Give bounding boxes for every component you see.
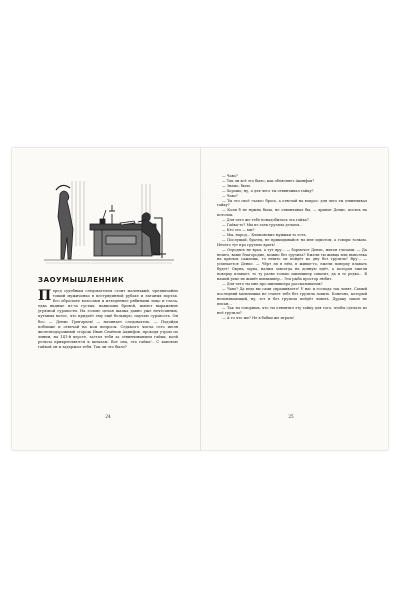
chapter-opening-text: еред судебным следователем стоит маленький, чрезвычайно тощий мужичонко в пестрядинной рубахе и латаных портах. Его обросшее волосами и изъеденное рябинами лицо и глаза, едва видные из-за густых, нависших бровей, имеют выражение угрюмой суровости. На голове целая шапка давно уже нечёсанных, путаных волос, что придаёт ему ещё большую, паучью суровость. Он бос. — Денис Григорьев! — начинает следователь. — Подойди поближе и отвечай на мои вопросы. Седьмого числа сего июля железнодорожный сторож Иван Семёнов Акинфов, проходя утром по линии, на 141-й версте, застал тебя за отвинчиванием гайки, коей рельсы прикрепляются к шпалам. Вот она, эта гайка!.. С каковою гайкой он и задержал тебя. Так ли это было? bbox=[38, 289, 178, 350]
dialogue-line: — Для чего же тебе понадобилась эта гайка? bbox=[222, 218, 309, 223]
dialogue-line: — А то что же? Не в бабки же играть! bbox=[222, 316, 295, 321]
drop-cap: П bbox=[38, 287, 52, 304]
right-page bbox=[201, 148, 388, 450]
chapter-title: ЗАОУМЫШЛЕННИК bbox=[38, 276, 125, 284]
dialogue-line: — Мы, народ... Климовские мужики то есть. bbox=[222, 232, 307, 237]
dialogue-line: — Отродясь не врал, а тут вру... — бормочет Денис, мигая глазами. — Да нешто, ваше благородие, можно без грузила? Ежели ты живца или выползка на крючок сажаешь, то нешто он пойдёт ко дну без грузила? Вру... — усмехается Денис. — Чёрт ли в нём, в живце-то, ежели поверху плавать будет! Окунь, щука, налим завсегда на донную идёт, а которая ежели поверху плавает, то ту разве только шилишпер схватит, да и то редко... В нашей реке не живёт шилишпер... Эта рыба простор любит. bbox=[217, 247, 367, 282]
dialogue-line: — Знамо, было. bbox=[222, 183, 252, 188]
dialogue-line: — Гайка-то? Мы из гаек грузила делаем... bbox=[222, 223, 303, 228]
dialogue-line: — Чаво? bbox=[222, 174, 238, 178]
chapter-body-text bbox=[38, 289, 178, 350]
dialogue-line: — Так ли всё это было, как объясняет Акинфов? bbox=[222, 178, 315, 183]
dialogue-line: — Чаво? bbox=[222, 193, 238, 198]
dialogue-line: — Чаво? Да ведь вы сами спрашиваете! У нас и господа так ловят. Самый последний мальчишка не станет тебе без грузила ловить. Конечно, который непонимающий, ну, тот и без грузила пойдёт ловить. Дураку закон не писан... bbox=[217, 286, 367, 306]
book-spread bbox=[12, 148, 388, 450]
dialogue-line: — Для чего ты мне про шилишпера рассказываешь? bbox=[222, 281, 323, 286]
left-page bbox=[12, 148, 200, 450]
chapter-illustration bbox=[42, 176, 176, 266]
page-number-left: 24 bbox=[105, 414, 111, 419]
page-number-right: 25 bbox=[288, 414, 294, 419]
dialogue-lines bbox=[217, 174, 367, 321]
dialogue-line: — Так ты говоришь, что ты отвинтил эту гайку для того, чтобы сделать из неё грузило? bbox=[217, 306, 367, 316]
dialogue-line: — Хорошо; ну, а для чего ты отвинчивал гайку? bbox=[222, 188, 314, 193]
dialogue-line: — Кто это — мы? bbox=[222, 227, 255, 232]
dialogue-line: — Ты это своё «чаво» брось, а отвечай на вопрос: для чего ты отвинчивал гайку? bbox=[217, 198, 367, 208]
dialogue-line: — Послушай, братец, не прикидывайся ты мне идиотом, а говори толком. Нечего тут про грузило врать! bbox=[217, 237, 367, 247]
dialogue-line: — Коли б не нужна была, не отвинчивал бы, — хрипит Денис, косясь на потолок. bbox=[217, 208, 367, 218]
